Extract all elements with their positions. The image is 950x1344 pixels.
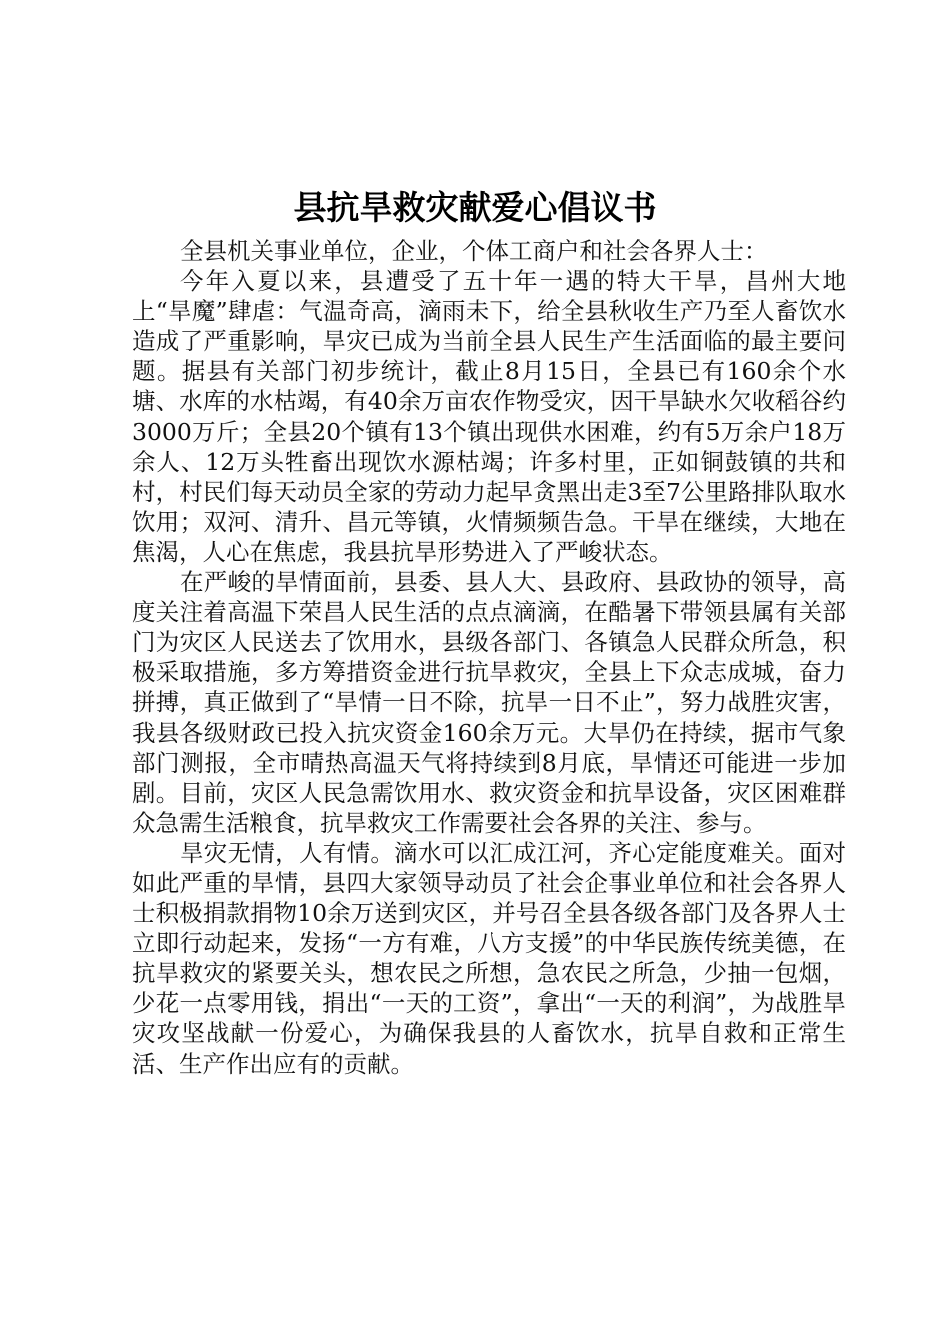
- paragraph-call-to-action: 旱灾无情，人有情。滴水可以汇成江河，齐心定能度难关。面对如此严重的旱情，县四大家领导动员了社会企事业单位和社会各界人士积极捐款捐物10余万送到灾区，并号召全县各级各部门及各界人士立即行动起来，发扬“一方有难，八方支援”的中华民族传统美德，在抗旱救灾的紧要关头，想农民之所想，急农民之所急，少抽一包烟，少花一点零用钱，捐出“一天的工资”，拿出“一天的利润”，为战胜旱灾攻坚战献一份爱心，为确保我县的人畜饮水，抗旱自救和正常生活、生产作出应有的贡献。: [132, 838, 846, 1078]
- paragraph-government-response: 在严峻的旱情面前，县委、县人大、县政府、县政协的领导，高度关注着高温下荣昌人民生活的点点滴滴，在酷暑下带领县属有关部门为灾区人民送去了饮用水，县级各部门、各镇急人民群众所急，积极采取措施，多方筹措资金进行抗旱救灾，全县上下众志成城，奋力拼搏，真正做到了“旱情一日不除，抗旱一日不止”，努力战胜灾害，我县各级财政已投入抗灾资金160余万元。大旱仍在持续，据市气象部门测报，全市晴热高温天气将持续到8月底，旱情还可能进一步加剧。目前，灾区人民急需饮用水、救灾资金和抗旱设备，灾区困难群众急需生活粮食，抗旱救灾工作需要社会各界的关注、参与。: [132, 568, 846, 837]
- document-body: [132, 236, 846, 1079]
- document-title: 县抗旱救灾献爱心倡议书: [293, 188, 657, 227]
- salutation: 全县机关事业单位，企业，个体工商户和社会各界人士：: [180, 237, 768, 265]
- paragraph-drought-situation: 今年入夏以来，县遭受了五十年一遇的特大干旱，昌州大地上“旱魔”肆虐：气温奇高，滴雨未下，给全县秋收生产乃至人畜饮水造成了严重影响，旱灾已成为当前全县人民生产生活面临的最主要问题。据县有关部门初步统计，截止8月15日，全县已有160余个水塘、水库的水枯竭，有40余万亩农作物受灾，因干旱缺水欠收稻谷约3000万斤；全县20个镇有13个镇出现供水困难，约有5万余户18万余人、12万头牲畜出现饮水源枯竭；许多村里，正如铜鼓镇的共和村，村民们每天动员全家的劳动力起早贪黑出走3至7公里路排队取水饮用；双河、清升、昌元等镇，火情频频告急。干旱在继续，大地在焦渴，人心在焦虑，我县抗旱形势进入了严峻状态。: [132, 267, 846, 566]
